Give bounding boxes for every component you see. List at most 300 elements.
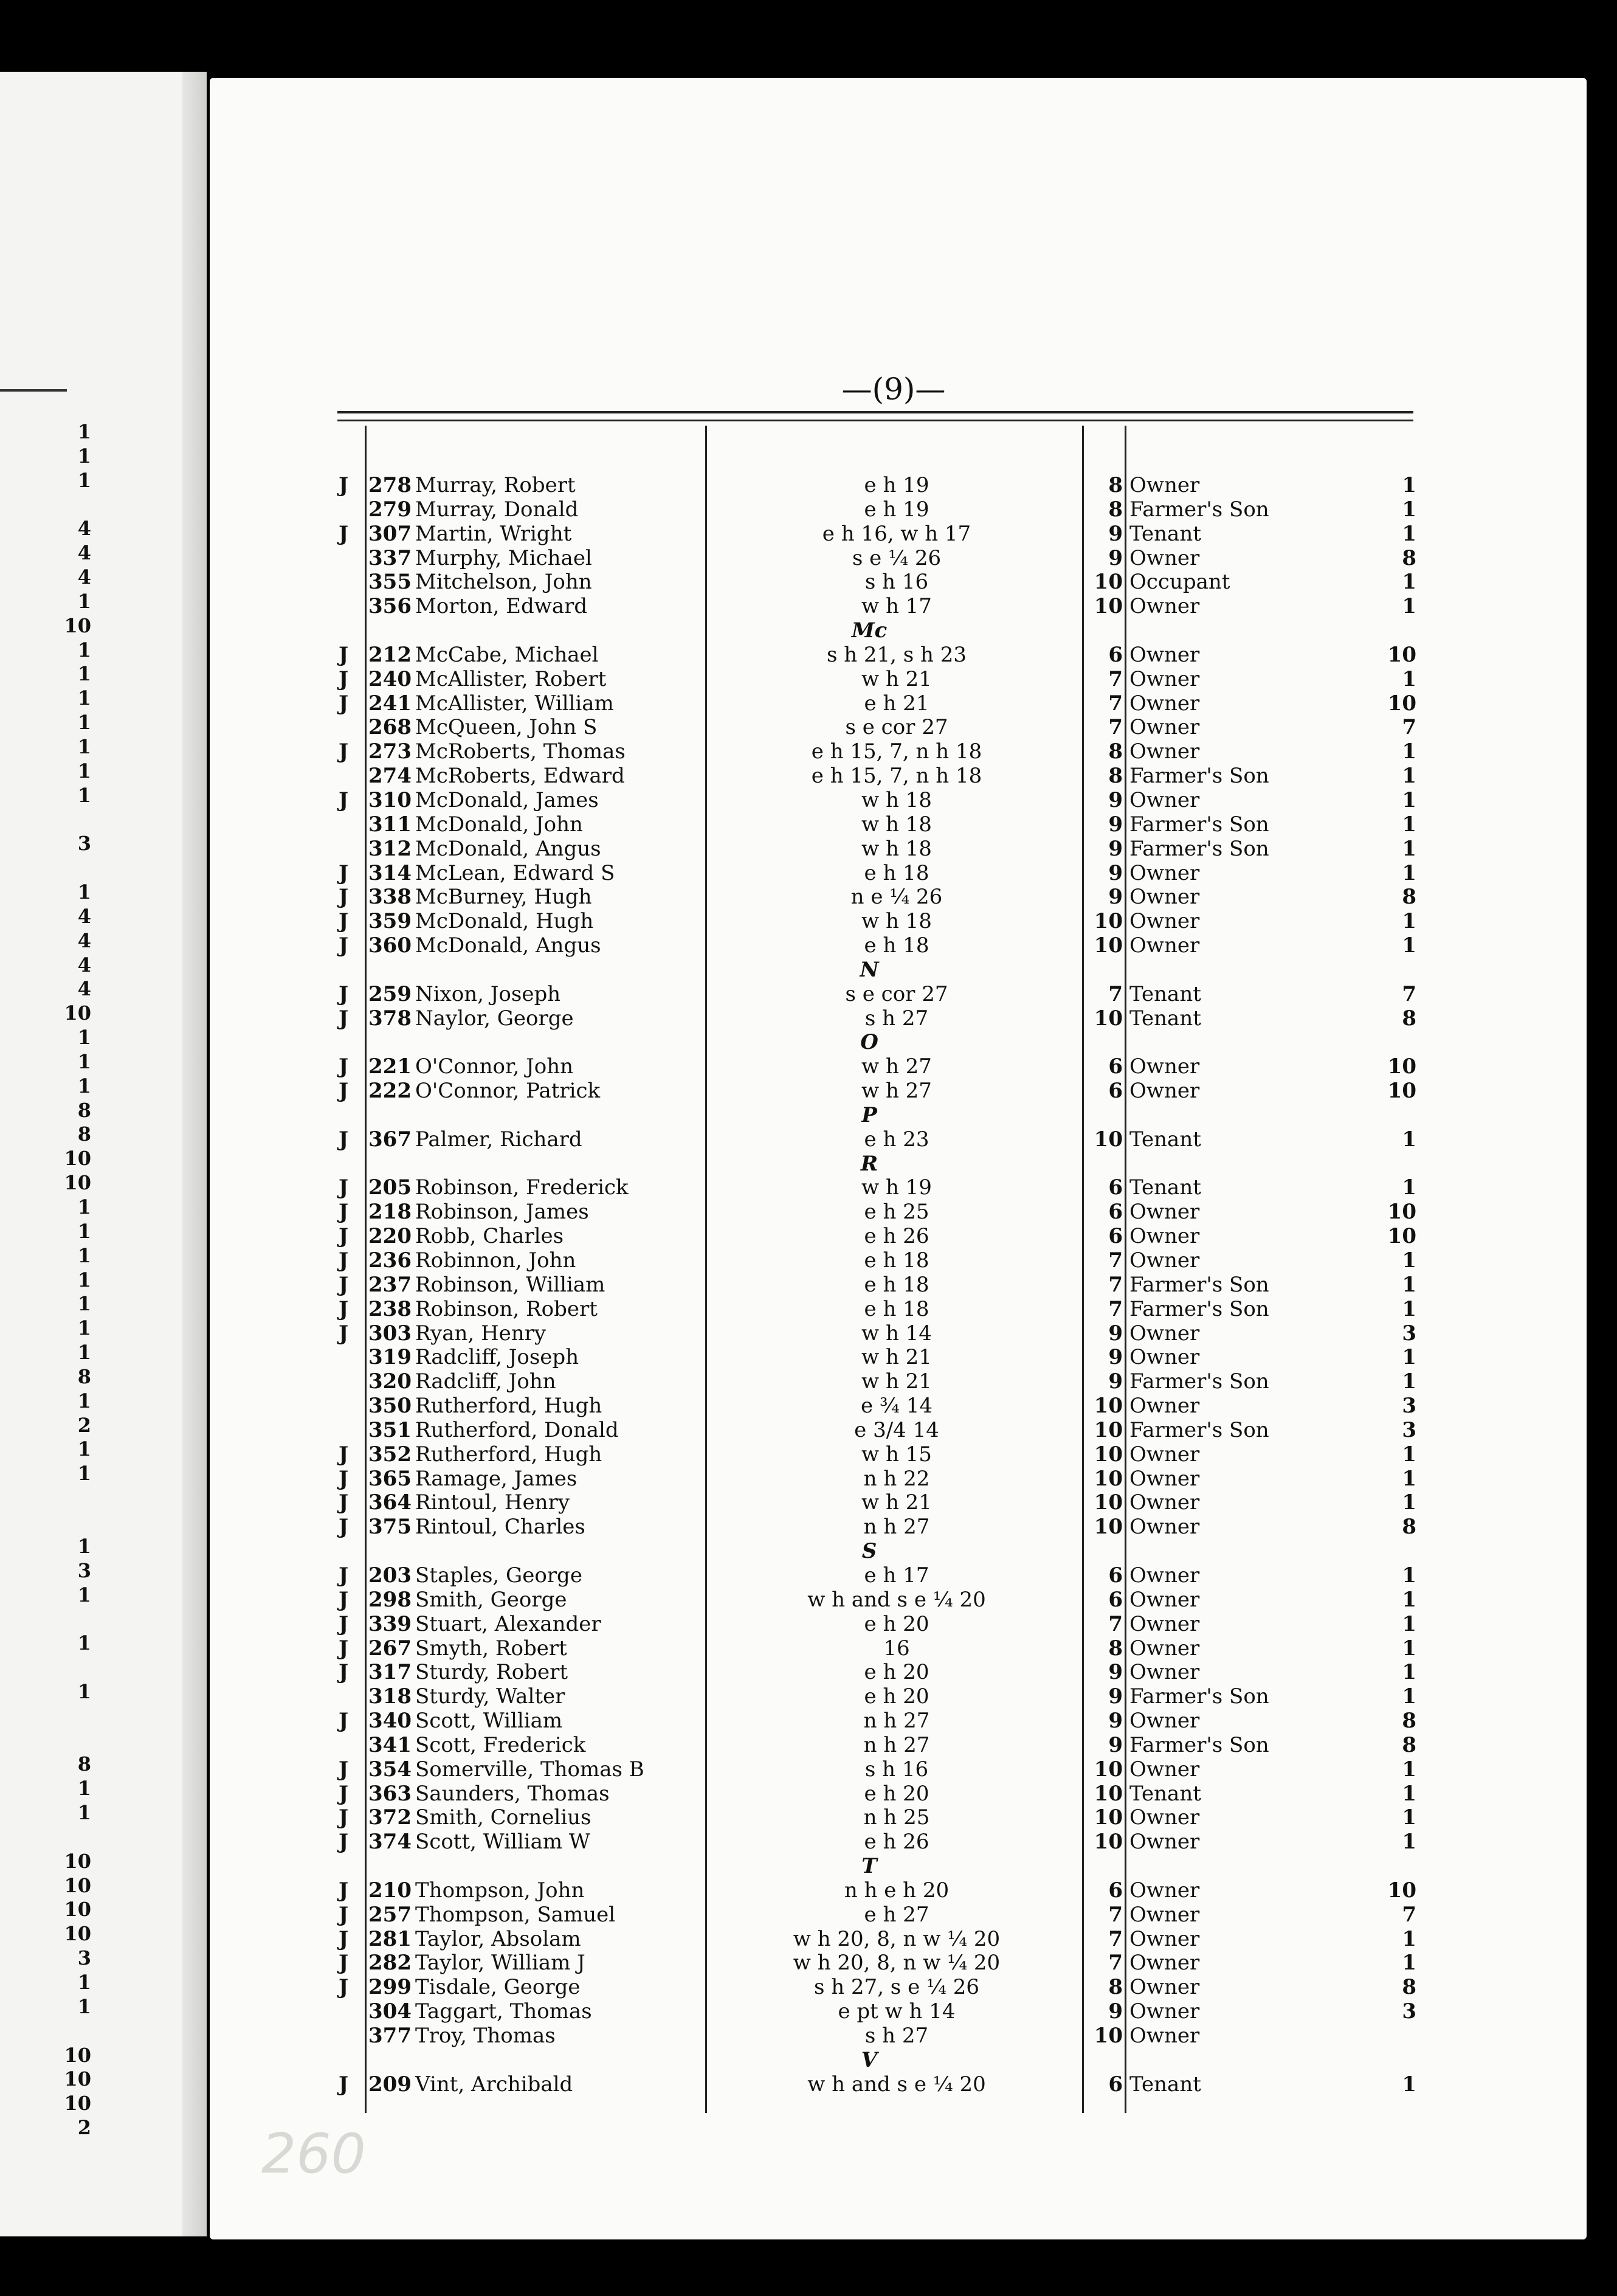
table-row (0, 715, 1617, 739)
table-row (0, 812, 1617, 837)
cell-status: Tenant (1129, 1781, 1201, 1806)
cell-last: 10 (1387, 1054, 1416, 1079)
cell-status: Tenant (1129, 1175, 1201, 1200)
table-row (0, 1006, 1617, 1031)
facing-page-number: 1 (77, 1679, 91, 1703)
table-row (0, 1345, 1617, 1369)
cell-num: 320 (368, 1369, 412, 1394)
facing-page-number: 1 (77, 1462, 91, 1485)
table-row (0, 1394, 1617, 1418)
cell-status: Farmer's Son (1129, 836, 1269, 861)
cell-land: e h 19 (864, 497, 929, 522)
cell-last: 1 (1402, 1563, 1416, 1588)
cell-status: Owner (1129, 1709, 1200, 1734)
table-row (0, 1757, 1617, 1782)
cell-last: 1 (1402, 1248, 1416, 1273)
cell-con: 10 (1094, 1805, 1123, 1830)
cell-name: O'Connor, Patrick (415, 1079, 601, 1104)
table-row (0, 1684, 1617, 1709)
cell-name: Robinson, Frederick (415, 1175, 629, 1200)
cell-land: s e cor 27 (845, 715, 948, 740)
cell-con: 7 (1108, 1272, 1123, 1297)
cell-j: J (338, 1636, 349, 1661)
cell-num: 360 (368, 933, 412, 958)
cell-num: 210 (368, 1878, 412, 1903)
cell-land: e h 15, 7, n h 18 (811, 764, 982, 789)
cell-num: 364 (368, 1490, 412, 1515)
cell-num: 310 (368, 787, 412, 812)
cell-status: Owner (1129, 1902, 1200, 1927)
cell-num: 257 (368, 1902, 412, 1927)
cell-num: 341 (368, 1732, 412, 1757)
facing-page-number: 10 (64, 1849, 91, 1873)
section-letter-label: Mc (851, 618, 888, 643)
cell-num: 303 (368, 1321, 412, 1346)
cell-num: 378 (368, 1006, 412, 1031)
facing-page-number: 8 (77, 1752, 91, 1776)
table-row (0, 1975, 1617, 1999)
cell-last: 1 (1402, 1684, 1416, 1709)
cell-con: 8 (1108, 764, 1123, 789)
cell-name: Rutherford, Hugh (415, 1442, 602, 1467)
table-row (0, 1490, 1617, 1515)
cell-land: e h 25 (864, 1200, 929, 1225)
cell-name: Taggart, Thomas (415, 1999, 592, 2024)
cell-num: 209 (368, 2072, 412, 2097)
cell-num: 317 (368, 1660, 412, 1685)
cell-last: 8 (1402, 1709, 1416, 1734)
cell-name: Murray, Donald (415, 497, 579, 522)
section-letter (0, 1103, 1617, 1127)
cell-last: 1 (1402, 1127, 1416, 1152)
cell-land: e h 20 (864, 1660, 929, 1685)
facing-page-number: 10 (64, 1171, 91, 1195)
cell-land: w h 27 (861, 1079, 932, 1104)
cell-num: 337 (368, 545, 412, 570)
facing-page-number: 10 (64, 2092, 91, 2115)
cell-last: 1 (1402, 1272, 1416, 1297)
cell-j: J (338, 1805, 349, 1830)
cell-con: 8 (1108, 1636, 1123, 1661)
table-row (0, 1248, 1617, 1273)
cell-status: Farmer's Son (1129, 1272, 1269, 1297)
cell-last: 1 (1402, 2072, 1416, 2097)
cell-name: Somerville, Thomas B (415, 1757, 644, 1782)
facing-page-number: 1 (77, 1219, 91, 1243)
facing-page-number: 1 (77, 1801, 91, 1825)
cell-name: Martin, Wright (415, 521, 572, 546)
cell-last: 7 (1402, 715, 1416, 740)
cell-con: 10 (1094, 1490, 1123, 1515)
facing-page-number: 10 (64, 2067, 91, 2091)
cell-name: Scott, Frederick (415, 1732, 586, 1757)
cell-name: Scott, William (415, 1709, 563, 1734)
cell-name: Mitchelson, John (415, 570, 592, 595)
cell-j: J (338, 1975, 349, 2000)
cell-status: Tenant (1129, 2072, 1201, 2097)
handwritten-mark: 260 (261, 2122, 366, 2186)
cell-status: Owner (1129, 545, 1200, 570)
cell-last: 8 (1402, 545, 1416, 570)
table-row (0, 909, 1617, 933)
cell-status: Farmer's Son (1129, 1684, 1269, 1709)
cell-name: Rintoul, Charles (415, 1515, 585, 1540)
table-row (0, 1999, 1617, 2024)
cell-land: e h 18 (864, 1248, 929, 1273)
cell-land: w h 17 (861, 594, 932, 619)
cell-land: w h 18 (861, 787, 932, 812)
cell-con: 8 (1108, 497, 1123, 522)
cell-name: Rintoul, Henry (415, 1490, 570, 1515)
cell-status: Farmer's Son (1129, 1417, 1269, 1442)
section-letter (0, 1854, 1617, 1878)
cell-last: 10 (1387, 691, 1416, 716)
cell-status: Owner (1129, 1442, 1200, 1467)
table-row (0, 1951, 1617, 1975)
cell-status: Owner (1129, 1926, 1200, 1951)
cell-last: 1 (1402, 1175, 1416, 1200)
facing-page-number: 1 (77, 783, 91, 807)
facing-page-number: 1 (77, 1195, 91, 1219)
table-row (0, 1079, 1617, 1103)
cell-land: e ¾ 14 (861, 1394, 933, 1419)
cell-name: Taylor, Absolam (415, 1926, 581, 1951)
cell-name: Murray, Robert (415, 473, 576, 497)
facing-page-number: 1 (77, 468, 91, 492)
cell-num: 314 (368, 860, 412, 885)
facing-page-number: 3 (77, 1946, 91, 1970)
cell-con: 10 (1094, 933, 1123, 958)
cell-land: w h 18 (861, 812, 932, 837)
cell-num: 237 (368, 1272, 412, 1297)
cell-land: n h 25 (863, 1805, 930, 1830)
cell-num: 340 (368, 1709, 412, 1734)
table-row (0, 1903, 1617, 1927)
section-letter-label: S (861, 1539, 877, 1564)
facing-page-number: 1 (77, 735, 91, 758)
facing-page-number: 1 (77, 1316, 91, 1340)
cell-last: 1 (1402, 1926, 1416, 1951)
cell-num: 278 (368, 473, 412, 497)
cell-con: 9 (1108, 1345, 1123, 1370)
cell-num: 241 (368, 691, 412, 716)
page-number: —(9)— (841, 372, 946, 407)
cell-status: Owner (1129, 1515, 1200, 1540)
cell-land: e h 18 (864, 860, 929, 885)
cell-con: 9 (1108, 836, 1123, 861)
cell-last: 1 (1402, 1466, 1416, 1491)
facing-page-number: 4 (77, 565, 91, 589)
cell-last: 8 (1402, 1975, 1416, 2000)
cell-num: 236 (368, 1248, 412, 1273)
cell-num: 212 (368, 642, 412, 667)
cell-num: 203 (368, 1563, 412, 1588)
cell-last: 8 (1402, 1515, 1416, 1540)
facing-page-number: 2 (77, 1413, 91, 1437)
facing-page-number: 4 (77, 904, 91, 928)
table-row (0, 473, 1617, 497)
cell-num: 259 (368, 981, 412, 1006)
table-row (0, 522, 1617, 546)
cell-con: 10 (1094, 1781, 1123, 1806)
cell-name: McQueen, John S (415, 715, 598, 740)
facing-page-number: 1 (77, 711, 91, 735)
cell-land: e h 20 (864, 1684, 929, 1709)
facing-page-number: 1 (77, 1777, 91, 1800)
cell-status: Occupant (1129, 570, 1230, 595)
cell-land: e h 20 (864, 1611, 929, 1636)
cell-j: J (338, 1321, 349, 1346)
cell-con: 10 (1094, 1394, 1123, 1419)
cell-j: J (338, 885, 349, 910)
facing-page-number: 1 (77, 1971, 91, 1994)
cell-con: 9 (1108, 545, 1123, 570)
cell-last: 10 (1387, 1200, 1416, 1225)
facing-page-number: 1 (77, 420, 91, 443)
cell-con: 10 (1094, 1127, 1123, 1152)
cell-j: J (338, 1587, 349, 1612)
cell-name: McDonald, John (415, 812, 583, 837)
cell-last: 1 (1402, 1611, 1416, 1636)
cell-last: 1 (1402, 1636, 1416, 1661)
table-row (0, 2072, 1617, 2097)
cell-land: e pt w h 14 (838, 1999, 956, 2024)
cell-j: J (338, 642, 349, 667)
cell-num: 267 (368, 1636, 412, 1661)
cell-status: Owner (1129, 1248, 1200, 1273)
header-rule-lower (337, 420, 1413, 421)
table-row (0, 1321, 1617, 1346)
cell-num: 350 (368, 1394, 412, 1419)
cell-status: Farmer's Son (1129, 1296, 1269, 1321)
cell-land: e h 27 (864, 1902, 929, 1927)
cell-last: 3 (1402, 1394, 1416, 1419)
facing-page-number: 1 (77, 1994, 91, 2018)
cell-num: 273 (368, 739, 412, 764)
cell-j: J (338, 1200, 349, 1225)
cell-j: J (338, 1079, 349, 1104)
cell-last: 1 (1402, 933, 1416, 958)
table-row (0, 546, 1617, 570)
cell-status: Owner (1129, 1951, 1200, 1976)
section-letter-label: N (860, 957, 879, 982)
cell-land: w h 20, 8, n w ¼ 20 (793, 1951, 1001, 1976)
cell-name: O'Connor, John (415, 1054, 573, 1079)
cell-status: Tenant (1129, 981, 1201, 1006)
cell-j: J (338, 1224, 349, 1249)
cell-last: 1 (1402, 570, 1416, 595)
cell-num: 351 (368, 1417, 412, 1442)
section-letter-label: P (861, 1102, 877, 1127)
cell-land: e h 20 (864, 1781, 929, 1806)
header-rule (337, 411, 1413, 413)
cell-num: 205 (368, 1175, 412, 1200)
cell-last: 1 (1402, 473, 1416, 497)
facing-page-number: 1 (77, 686, 91, 710)
cell-num: 268 (368, 715, 412, 740)
cell-status: Owner (1129, 1975, 1200, 2000)
cell-status: Owner (1129, 1224, 1200, 1249)
table-row (0, 1588, 1617, 1612)
cell-last: 1 (1402, 1587, 1416, 1612)
table-row (0, 1297, 1617, 1321)
cell-con: 9 (1108, 521, 1123, 546)
cell-con: 10 (1094, 570, 1123, 595)
cell-name: McDonald, Angus (415, 933, 601, 958)
cell-con: 9 (1108, 1709, 1123, 1734)
cell-con: 7 (1108, 1902, 1123, 1927)
cell-con: 8 (1108, 1975, 1123, 2000)
cell-status: Owner (1129, 860, 1200, 885)
cell-land: e h 18 (864, 1296, 929, 1321)
cell-num: 307 (368, 521, 412, 546)
table-row (0, 570, 1617, 594)
cell-j: J (338, 1902, 349, 1927)
cell-land: n e ¼ 26 (850, 885, 943, 910)
cell-j: J (338, 787, 349, 812)
cell-name: McCabe, Michael (415, 642, 599, 667)
cell-name: McBurney, Hugh (415, 885, 592, 910)
table-row (0, 739, 1617, 764)
cell-name: Sturdy, Walter (415, 1684, 565, 1709)
cell-con: 7 (1108, 691, 1123, 716)
cell-last: 1 (1402, 1951, 1416, 1976)
section-letter-label: R (860, 1151, 878, 1176)
cell-status: Owner (1129, 1999, 1200, 2024)
section-letter (0, 1539, 1617, 1563)
cell-status: Owner (1129, 642, 1200, 667)
cell-j: J (338, 1757, 349, 1782)
cell-status: Owner (1129, 909, 1200, 934)
section-letter (0, 1030, 1617, 1054)
cell-con: 10 (1094, 1442, 1123, 1467)
cell-j: J (338, 1660, 349, 1685)
cell-last: 1 (1402, 787, 1416, 812)
table-row (0, 1733, 1617, 1757)
cell-num: 377 (368, 2024, 412, 2048)
cell-con: 9 (1108, 1999, 1123, 2024)
cell-last: 1 (1402, 739, 1416, 764)
cell-last: 1 (1402, 1781, 1416, 1806)
cell-con: 7 (1108, 1926, 1123, 1951)
cell-j: J (338, 909, 349, 934)
cell-status: Tenant (1129, 1006, 1201, 1031)
table-row (0, 1273, 1617, 1297)
section-letter-label: O (860, 1030, 878, 1055)
cell-num: 359 (368, 909, 412, 934)
cell-land: s h 16 (864, 570, 929, 595)
table-row (0, 1563, 1617, 1588)
table-row (0, 933, 1617, 958)
cell-land: w h and s e ¼ 20 (807, 2072, 986, 2097)
cell-num: 339 (368, 1611, 412, 1636)
table-row (0, 1709, 1617, 1733)
facing-page-number: 4 (77, 977, 91, 1001)
cell-con: 6 (1108, 1878, 1123, 1903)
cell-con: 10 (1094, 909, 1123, 934)
table-row (0, 982, 1617, 1006)
facing-page-number: 3 (77, 832, 91, 856)
facing-page-number: 1 (77, 1074, 91, 1098)
cell-name: Vint, Archibald (415, 2072, 573, 2097)
cell-num: 279 (368, 497, 412, 522)
facing-page-number: 4 (77, 517, 91, 541)
cell-status: Owner (1129, 473, 1200, 497)
facing-page-number: 4 (77, 928, 91, 952)
cell-j: J (338, 1127, 349, 1152)
cell-last: 1 (1402, 909, 1416, 934)
cell-status: Farmer's Son (1129, 497, 1269, 522)
facing-page-number: 4 (77, 541, 91, 565)
cell-con: 10 (1094, 2024, 1123, 2048)
cell-status: Owner (1129, 1345, 1200, 1370)
cell-name: McLean, Edward S (415, 860, 615, 885)
cell-land: w h 21 (861, 666, 932, 691)
cell-con: 9 (1108, 787, 1123, 812)
cell-con: 6 (1108, 1200, 1123, 1225)
cell-last: 7 (1402, 981, 1416, 1006)
cell-con: 7 (1108, 1611, 1123, 1636)
cell-land: w h 18 (861, 836, 932, 861)
cell-land: w h 15 (861, 1442, 932, 1467)
cell-name: Sturdy, Robert (415, 1660, 568, 1685)
cell-land: e h 18 (864, 1272, 929, 1297)
cell-last: 1 (1402, 1757, 1416, 1782)
cell-con: 9 (1108, 1660, 1123, 1685)
cell-status: Owner (1129, 933, 1200, 958)
facing-page-number: 1 (77, 759, 91, 783)
cell-status: Owner (1129, 2024, 1200, 2048)
cell-last: 10 (1387, 1224, 1416, 1249)
cell-name: Ramage, James (415, 1466, 578, 1491)
cell-land: s e cor 27 (845, 981, 948, 1006)
cell-status: Owner (1129, 1563, 1200, 1588)
cell-con: 9 (1108, 1684, 1123, 1709)
cell-name: McDonald, Hugh (415, 909, 594, 934)
cell-j: J (338, 1611, 349, 1636)
table-row (0, 1515, 1617, 1539)
cell-status: Owner (1129, 1878, 1200, 1903)
cell-num: 374 (368, 1830, 412, 1855)
cell-con: 6 (1108, 2072, 1123, 2097)
cell-num: 375 (368, 1515, 412, 1540)
table-row (0, 2024, 1617, 2048)
section-letter-label: V (861, 2047, 878, 2072)
cell-land: s h 27 (864, 2024, 929, 2048)
facing-page-number: 1 (77, 1341, 91, 1364)
facing-page-number: 2 (77, 2116, 91, 2140)
cell-status: Owner (1129, 1490, 1200, 1515)
cell-last: 3 (1402, 1417, 1416, 1442)
table-row (0, 837, 1617, 861)
cell-num: 221 (368, 1054, 412, 1079)
cell-con: 7 (1108, 1248, 1123, 1273)
cell-name: McDonald, James (415, 787, 599, 812)
cell-j: J (338, 1781, 349, 1806)
cell-last: 7 (1402, 1902, 1416, 1927)
cell-name: Robinson, Robert (415, 1296, 598, 1321)
cell-last: 10 (1387, 1878, 1416, 1903)
cell-name: Stuart, Alexander (415, 1611, 601, 1636)
table-row (0, 1612, 1617, 1636)
cell-num: 282 (368, 1951, 412, 1976)
cell-land: s h 27 (864, 1006, 929, 1031)
cell-status: Owner (1129, 885, 1200, 910)
cell-land: n h 27 (863, 1732, 930, 1757)
cell-name: Robb, Charles (415, 1224, 564, 1249)
cell-status: Owner (1129, 1660, 1200, 1685)
cell-j: J (338, 860, 349, 885)
